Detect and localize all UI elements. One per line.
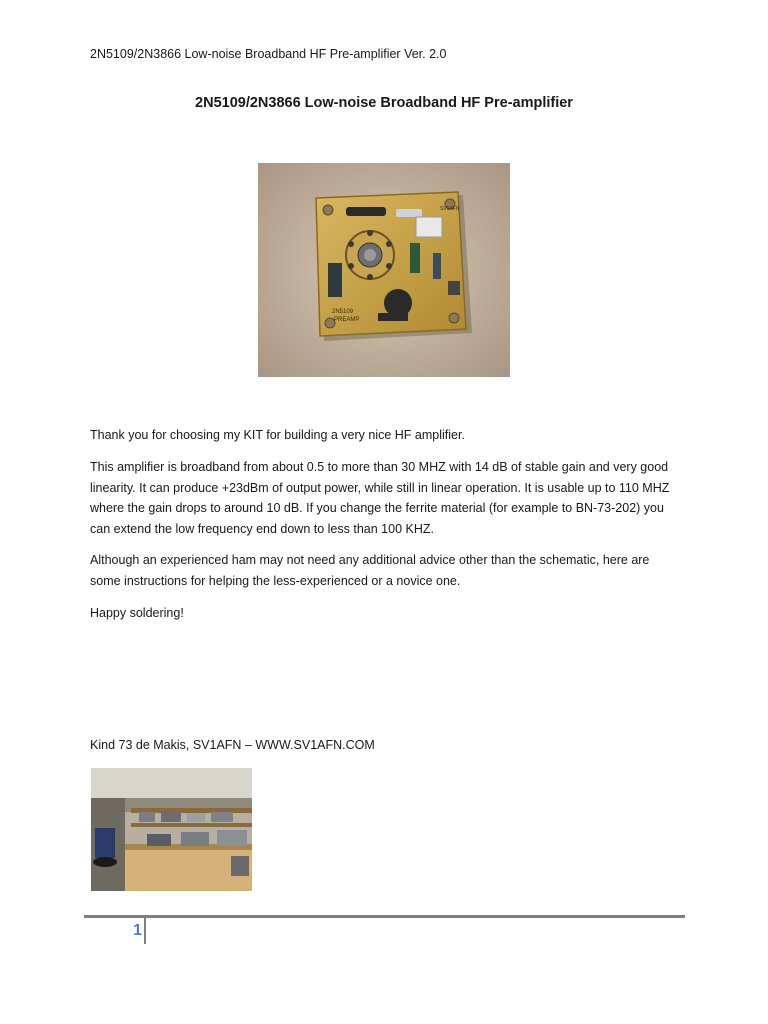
signature: Kind 73 de Makis, SV1AFN – WWW.SV1AFN.COM [90, 738, 375, 752]
paragraph-thanks: Thank you for choosing my KIT for building a very nice HF amplifier. [90, 428, 465, 442]
paragraph-specs: This amplifier is broadband from about 0.5 to more than 30 MHZ with 14 dB of stable gain and very good linearity. It can produce +23dBm of output power, while still in linear operation. It is usable up to 110 MHZ where the gain drops to around 10 dB. If you change the ferrite material (for example to BN-73-202) you can extend the low frequency end down to less than 100 KHZ. [90, 460, 670, 536]
page-number: 1 [133, 922, 142, 939]
lab-photo [91, 768, 252, 891]
document-title: 2N5109/2N3866 Low-noise Broadband HF Pre-amplifier [195, 95, 573, 111]
running-header: 2N5109/2N3866 Low-noise Broadband HF Pre-amplifier Ver. 2.0 [90, 47, 447, 61]
paragraph-closing: Happy soldering! [90, 606, 184, 620]
paragraph-instructions: Although an experienced ham may not need any additional advice other than the schematic, here are some instructions for helping the less-experienced or a novice one. [90, 553, 650, 588]
pcb-photo [258, 163, 510, 377]
pcb-silkscreen-callsign: SV1AFN [440, 206, 460, 212]
pcb-silkscreen-function: PREAMP [334, 317, 360, 323]
footer-divider [144, 918, 146, 944]
footer-rule [84, 915, 685, 918]
pcb-silkscreen-model: 2N5109 [332, 309, 354, 315]
